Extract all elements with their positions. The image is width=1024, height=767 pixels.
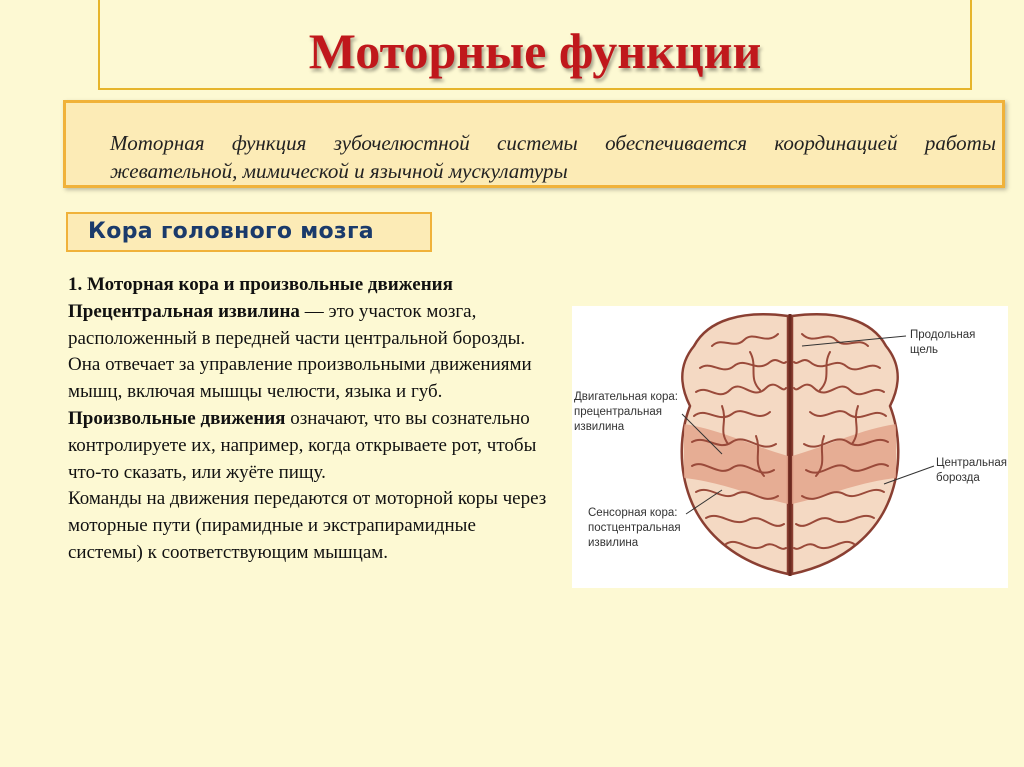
brain-figure [572, 306, 1008, 588]
intro-text: Моторная функция зубочелюстной системы обеспечивается координацией работы жевательной, мимической и язычной мускулатуры [110, 131, 996, 183]
label-motor-cortex: Двигательная кора: прецентральная извилина [574, 391, 678, 433]
term-voluntary: Произвольные движения [68, 407, 286, 429]
page-title: Моторные функции [308, 23, 762, 79]
body-heading: 1. Моторная кора и произвольные движения [68, 274, 453, 295]
text-precentral: — это участок мозга, расположенный в передней части центральной борозды. Она отвечает за управление произвольными движениями мышц, включая мышцы челюсти, языка и губ. [68, 300, 532, 403]
term-precentral: Прецентральная извилина [68, 300, 300, 322]
section-heading-box [66, 212, 432, 252]
label-sensory-cortex: Сенсорная кора: постцентральная извилина [588, 507, 681, 549]
label-longitudinal-fissure: Продольная щель [910, 329, 976, 356]
text-voluntary: означают, что вы сознательно контролируете их, например, когда открываете рот, чтобы что-то сказать, или жуёте пищу. [68, 407, 537, 483]
body-text [68, 272, 552, 567]
text-commands: Команды на движения передаются от моторной коры через моторные пути (пирамидные и экстрапирамидные системы) к соответствующим мышцам. [68, 488, 547, 563]
section-title: Кора головного мозга [88, 219, 374, 244]
label-central-sulcus: Центральная борозда [936, 457, 1007, 484]
intro-box [63, 100, 1005, 188]
title-frame [98, 0, 972, 90]
